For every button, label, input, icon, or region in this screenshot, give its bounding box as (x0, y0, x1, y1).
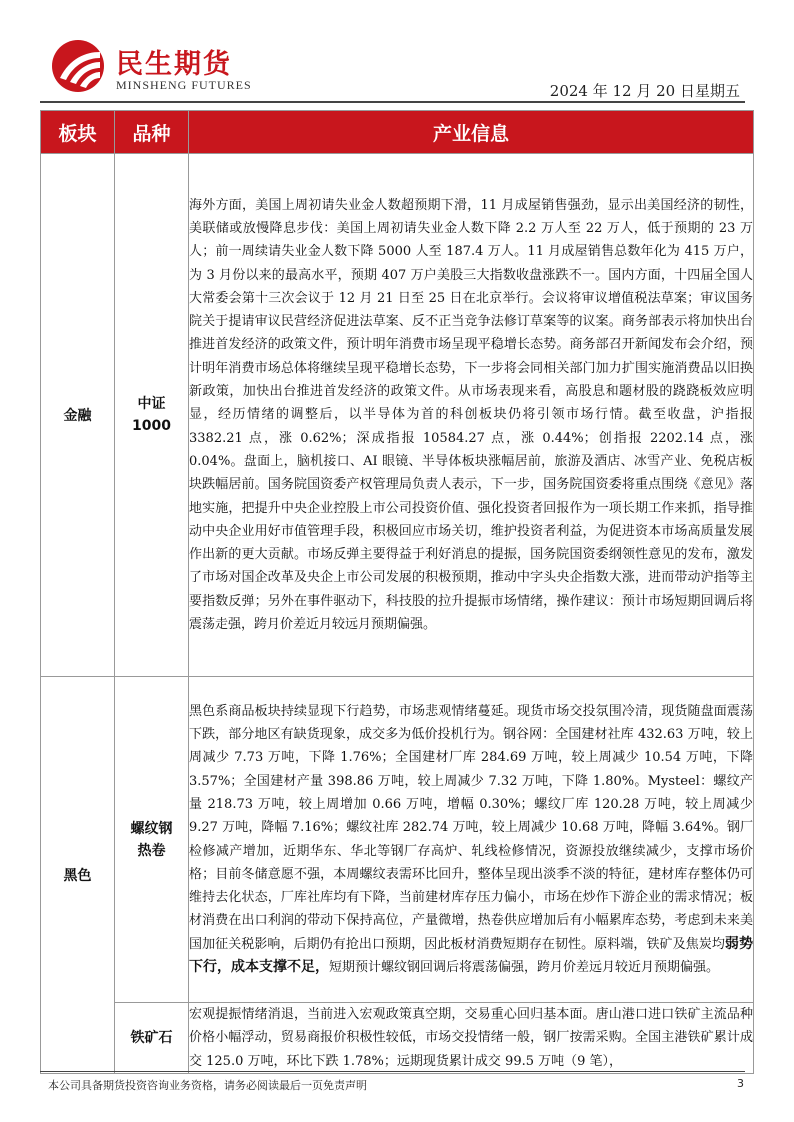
industry-info-table (40, 110, 754, 1074)
variety-cell (115, 154, 189, 677)
info-text-part: 短期预计螺纹钢回调后将震荡偏强，跨月价差远月较近月预期偏强。 (329, 959, 720, 975)
sector-cell: 金融 (41, 154, 115, 677)
disclaimer-note: 本公司具备期货投资咨询业务资格，请务必阅读最后一页免责声明 (48, 1079, 367, 1092)
logo-chinese-name: 民生期货 (116, 49, 232, 80)
table-header-row (41, 111, 754, 154)
table-row (41, 1003, 754, 1074)
logo-english-name: MINSHENG FUTURES (116, 78, 252, 92)
industry-info-cell: 宏观提振情绪消退，当前进入宏观政策真空期，交易重心回归基本面。唐山港口进口铁矿主流品种价格小幅浮动，贸易商报价积极性较低，市场交投情绪一般，钢厂按需采购。全国主港铁矿累计成交 125.0 万吨，环比下跌 1.78%；远期现货累计成交 99.5 万吨（9 笔）， (189, 1003, 754, 1074)
footer-divider (40, 1071, 745, 1072)
variety-cell (115, 677, 189, 1003)
page-header (46, 36, 746, 100)
info-text-emphasis: 弱势下行，成本支撑不足， (189, 935, 753, 975)
report-date: 2024 年 12 月 20 日星期五 (549, 82, 740, 100)
column-header-variety: 品种 (115, 111, 189, 154)
header-divider (40, 101, 745, 103)
variety-label: 螺纹钢 热卷 (130, 820, 173, 859)
industry-info-cell (189, 677, 754, 1003)
sector-cell: 黑色 (41, 677, 115, 1074)
variety-label: 中证 1000 (132, 396, 171, 434)
column-header-sector: 板块 (41, 111, 115, 154)
minsheng-logo-icon (50, 38, 106, 94)
industry-info-cell: 海外方面，美国上周初请失业金人数超预期下滑，11 月成屋销售强劲，显示出美国经济的韧性，美联储或放慢降息步伐：美国上周初请失业金人数下降 2.2 万人至 22 万人，低于预期的 23 万人；前一周续请失业金人数下降 5000 人至 187.4 万人。11 月成屋销售总数年化为 415 万户，为 3 月份以来的最高水平，预期 407 万户美股三大指数收盘涨跌不一。国内方面，十四届全国人大常委会第十三次会议于 12 月 21 日至 25 日在北京举行。会议将审议增值税法草案；审议国务院关于提请审议民营经济促进法草案、反不正当竞争法修订草案等的议案。商务部表示将加快出台推进首发经济的政策文件，预计明年消费市场呈现平稳增长态势。商务部召开新闻发布会介绍，预计明年消费市场总体将继续呈现平稳增长态势，下一步将会同相关部门加力扩围实施消费品以旧换新政策，加快出台推进首发经济的政策文件。从市场表现来看，高股息和题材股的跷跷板效应明显，经历情绪的调整后，以半导体为首的科创板块仍将引领市场行情。截至收盘，沪指报 3382.21 点，涨 0.62%；深成指报 10584.27 点，涨 0.44%；创指报 2202.14 点，涨 0.04%。盘面上，脑机接口、AI 眼镜、半导体板块涨幅居前，旅游及酒店、冰雪产业、免税店板块跌幅居前。国务院国资委产权管理局负责人表示，下一步，国务院国资委将重点围绕《意见》落地实施，把提升中央企业控股上市公司投资价值、强化投资者回报作为一项长期工作来抓，指导推动中央企业用好市值管理手段，积极回应市场关切，维护投资者利益，为促进资本市场高质量发展作出新的更大贡献。市场反弹主要得益于利好消息的提振，国务院国资委纲领性意见的发布，激发了市场对国企改革及央企上市公司发展的积极预期，推动中字头央企指数大涨，进而带动沪指等主要指数反弹；另外在事件驱动下，科技股的拉升提振市场情绪，操作建议：预计市场短期回调后将震荡走强，跨月价差近月较远月预期偏强。 (189, 154, 754, 677)
variety-cell: 铁矿石 (115, 1003, 189, 1074)
info-text-part: 黑色系商品板块持续显现下行趋势，市场悲观情绪蔓延。现货市场交投氛围冷清，现货随盘面震荡下跌，部分地区有缺货现象，成交多为低价投机行为。钢谷网：全国建材社库 432.63 万吨，较上周减少 7.73 万吨，下降 1.76%；全国建材厂库 284.69 万吨，较上周减少 10.54 万吨，下降 3.57%；全国建材产量 398.86 万吨，较上周减少 7.32 万吨，下降 1.80%。Mysteel：螺纹产量 218.73 万吨，较上周增加 0.66 万吨，增幅 0.30%；螺纹厂库 120.28 万吨，较上周减少 9.27 万吨，降幅 7.16%；螺纹社库 282.74 万吨，较上周减少 10.68 万吨，降幅 3.64%。钢厂检修减产增加，近期华东、华北等钢厂存高炉、轧线检修情况，资源投放继续减少，支撑市场价格；目前冬储意愿不强，本周螺纹表需环比回升，整体呈现出淡季不淡的特征，建材库存整体仍可维持去化状态，厂库社库均有下降，当前建材库存压力偏小，市场在炒作下游企业的需求情况；板材消费在出口利润的带动下保持高位，产量微增，热卷供应增加后有小幅累库态势，考虑到未来美国加征关税影响，后期仍有抢出口预期，因此板材消费短期存在韧性。原料端，铁矿及焦炭均 (189, 703, 753, 952)
page-number: 3 (737, 1077, 744, 1090)
table-row (41, 154, 754, 677)
column-header-industry-info: 产业信息 (189, 111, 754, 154)
table-row (41, 677, 754, 1003)
